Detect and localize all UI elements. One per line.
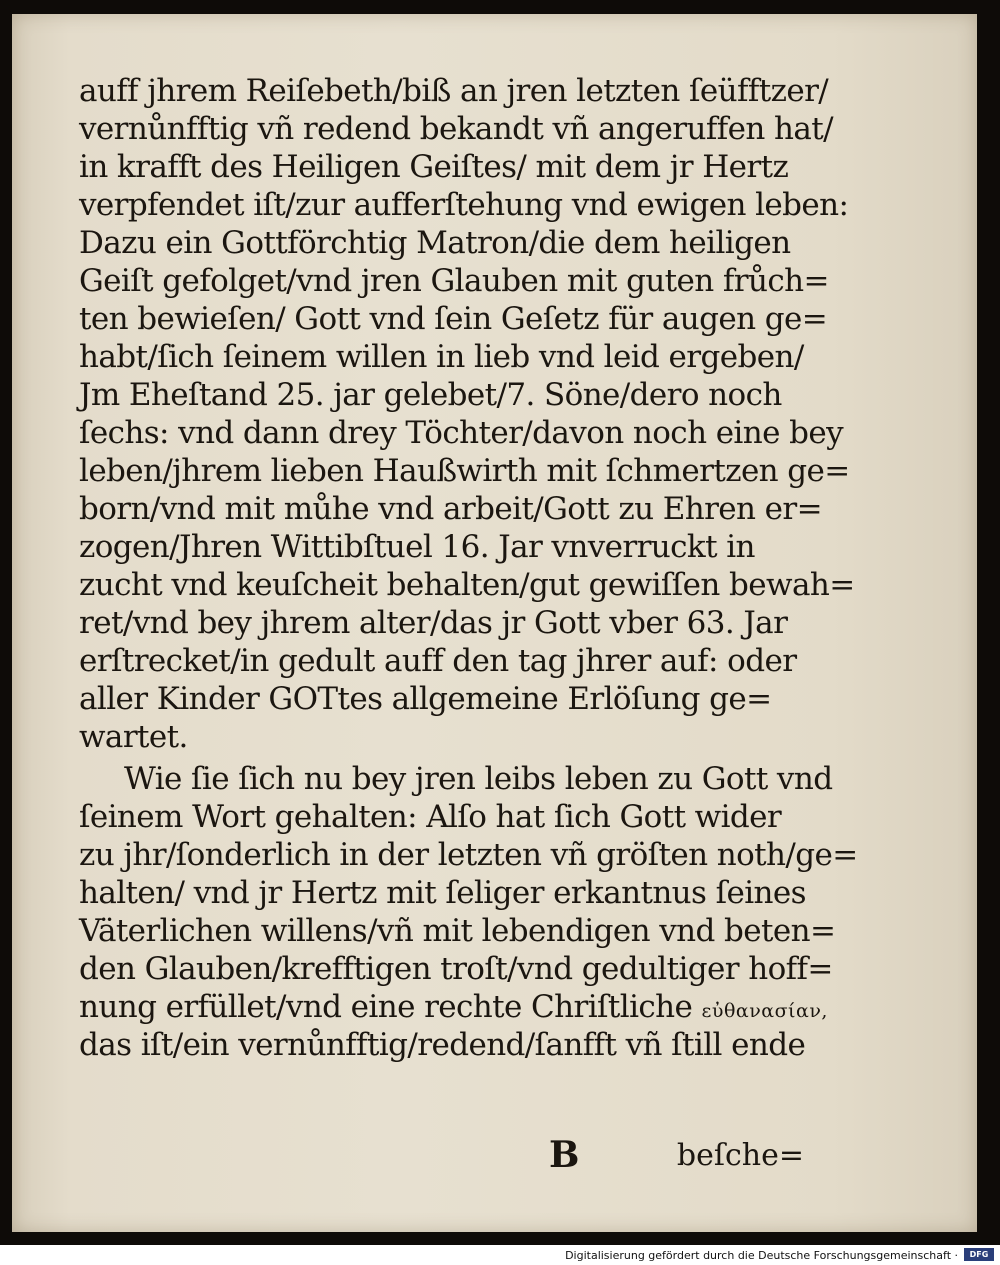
text-line: ten bewieſen/ Gott vnd ſein Geſetz für augen ge= — [79, 301, 828, 337]
paragraph-first-line: Wie ſie ſich nu bey jren leibs leben zu Gott vnd — [124, 761, 833, 797]
credit-bar — [0, 1245, 1000, 1265]
text-line: erſtrecket/in gedult auff den tag jhrer auf: oder — [79, 643, 797, 679]
text-line: Väterlichen willens/vñ mit lebendigen vnd beten= — [79, 913, 836, 949]
text-line: verpfendet iſt/zur aufferſtehung vnd ewigen leben: — [79, 187, 849, 223]
text-line: das iſt/ein vernůnfftig/redend/ſanfft vñ ſtill ende — [79, 1027, 806, 1063]
text-line: auff jhrem Reiſebeth/biß an jren letzten ſeüfftzer/ — [79, 73, 829, 109]
text-line: wartet. — [79, 719, 188, 755]
text-line: born/vnd mit můhe vnd arbeit/Gott zu Ehren er= — [79, 491, 823, 527]
catchword: beſche= — [676, 1138, 804, 1173]
text-line: leben/jhrem lieben Haußwirth mit ſchmertzen ge= — [79, 453, 850, 489]
text-line: vernůnfftig vñ redend bekandt vñ angeruffen hat/ — [79, 111, 833, 147]
greek-word: εὐθανασίαν, — [701, 1000, 828, 1022]
text-line: aller Kinder GOTtes allgemeine Erlöſung ge= — [79, 681, 772, 717]
text-line: den Glauben/krefftigen troſt/vnd gedultiger hoff= — [79, 951, 833, 987]
book-page — [12, 14, 977, 1232]
text-line: Jm Eheſtand 25. jar gelebet/7. Söne/dero noch — [79, 377, 782, 413]
page-footer — [79, 1132, 804, 1176]
text-line: Geiſt gefolget/vnd jren Glauben mit guten frůch= — [79, 263, 829, 299]
text-line: zucht vnd keuſcheit behalten/gut gewiſſen bewah= — [79, 567, 855, 603]
text-line: in krafft des Heiligen Geiſtes/ mit dem jr Hertz — [79, 149, 789, 185]
page-text — [79, 72, 858, 1064]
credit-text: Digitalisierung gefördert durch die Deutsche Forschungsgemeinschaft · — [565, 1249, 958, 1262]
dfg-logo: DFG — [964, 1248, 994, 1261]
text-line-with-greek — [79, 988, 828, 1026]
signature-mark: B — [549, 1134, 580, 1176]
text-segment: nung erfüllet/vnd eine rechte Chriſtliche — [79, 989, 693, 1025]
text-line: habt/ſich ſeinem willen in lieb vnd leid ergeben/ — [79, 339, 804, 375]
text-line: Dazu ein Gottförchtig Matron/die dem heiligen — [79, 225, 791, 261]
text-line: halten/ vnd jr Hertz mit ſeliger erkantnus ſeines — [79, 875, 806, 911]
text-line: zu jhr/ſonderlich in der letzten vñ gröſten noth/ge= — [79, 837, 858, 873]
text-line: ret/vnd bey jhrem alter/das jr Gott vber 63. Jar — [79, 605, 788, 641]
text-line: ſeinem Wort gehalten: Alſo hat ſich Gott wider — [79, 799, 782, 835]
text-line: ſechs: vnd dann drey Töchter/davon noch eine bey — [79, 415, 844, 451]
text-line: zogen/Jhren Wittibſtuel 16. Jar vnverruckt in — [79, 529, 755, 565]
